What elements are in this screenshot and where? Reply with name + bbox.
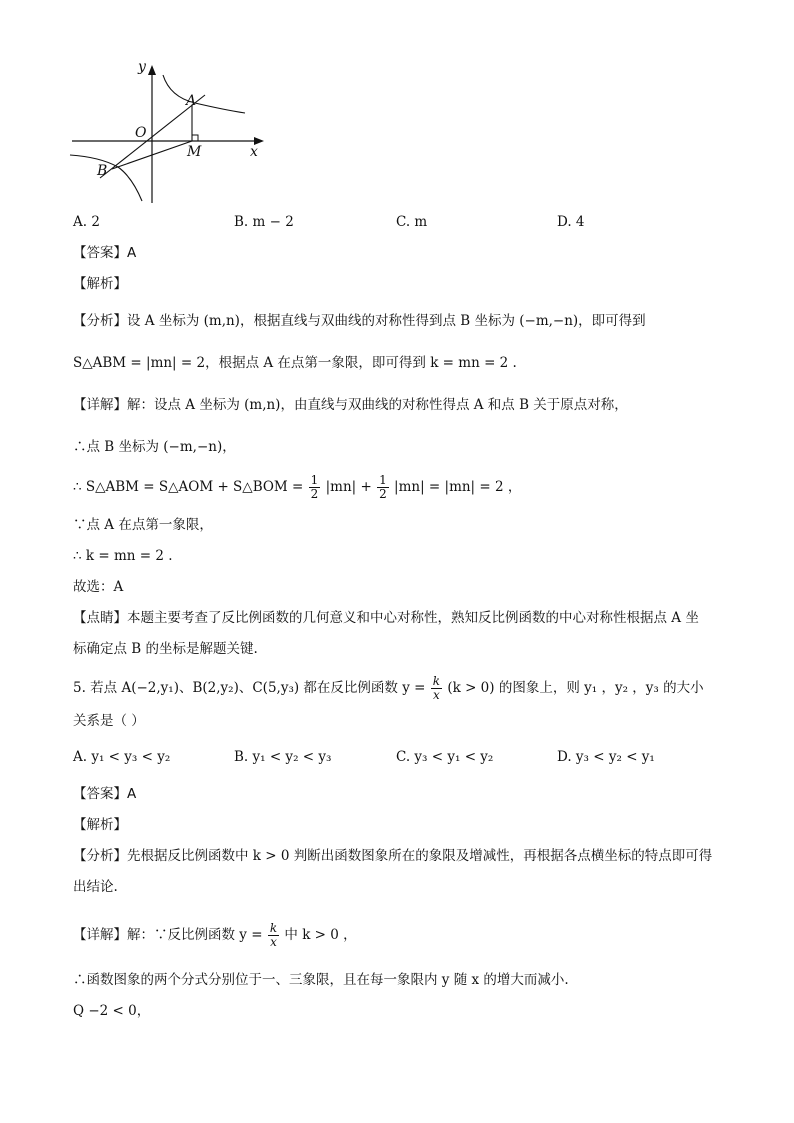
q4-step-2 <box>73 474 521 501</box>
q5-fenxi-line1: 【分析】先根据反比例函数中 k > 0 判断出函数图象所在的象限及增减性，再根据各点横坐标的特点即可得 <box>73 848 713 864</box>
q4-step-4: ∴ k = mn = 2 . <box>73 548 173 564</box>
hyperbola-figure <box>60 55 280 210</box>
q4-guxuan: 故选：A <box>73 579 124 595</box>
q4-option-b: B. m − 2 <box>234 214 294 230</box>
label-m: M <box>187 144 202 160</box>
q4-answer: 【答案】A <box>73 245 137 261</box>
right-angle-mark <box>192 135 198 141</box>
y-axis-arrow <box>148 65 156 75</box>
half-fraction-2: $\frac{1}{2}$ <box>379 473 387 501</box>
q5-answer: 【答案】A <box>73 786 137 802</box>
q5-option-c: C. y₃ < y₁ < y₂ <box>396 749 494 765</box>
label-b: B <box>97 163 108 179</box>
q4-step-2-post: |mn| = |mn| = 2 ， <box>394 479 522 495</box>
q5-jiexi: 【解析】 <box>73 817 127 833</box>
q5-stem <box>73 675 704 702</box>
q5-fenxi-line2: 出结论. <box>73 879 118 895</box>
q4-xiangjie-line1: 【详解】解：设点 A 坐标为 (m,n)，由直线与双曲线的对称性得点 A 和点 B 关于原点对称， <box>73 397 628 413</box>
q4-dianjing-line1: 【点睛】本题主要考查了反比例函数的几何意义和中心对称性，熟知反比例函数的中心对称性根据点 A 坐 <box>73 610 699 626</box>
q5-stem-line2: 关系是（ ） <box>73 713 145 729</box>
label-y: y <box>138 59 146 75</box>
label-o: O <box>135 125 147 141</box>
half-fraction-1: $\frac{1}{2}$ <box>310 473 319 501</box>
q4-option-a: A. 2 <box>73 214 100 230</box>
q4-step-3: ∵点 A 在点第一象限， <box>73 517 213 533</box>
q4-step-2-pre: ∴ S△ABM = S△AOM + S△BOM = <box>73 479 304 495</box>
label-x: x <box>250 144 258 160</box>
q4-option-c: C. m <box>396 214 428 230</box>
q4-dianjing-line2: 标确定点 B 的坐标是解题关键. <box>73 641 258 657</box>
q5-option-a: A. y₁ < y₃ < y₂ <box>73 749 171 765</box>
q5-option-b: B. y₁ < y₂ < y₃ <box>234 749 332 765</box>
k-over-x-fraction: $\frac{k}{x}$ <box>432 674 441 702</box>
q5-step-1: ∴函数图象的两个分式分别位于一、三象限，且在每一象限内 y 随 x 的增大而减小. <box>73 972 569 988</box>
q4-fenxi-line1: 【分析】设 A 坐标为 (m,n)，根据直线与双曲线的对称性得到点 B 坐标为 (−m,−n)，即可得到 <box>73 313 646 329</box>
q4-fenxi-line2: S△ABM = |mn| = 2，根据点 A 在点第一象限，即可得到 k = mn = 2 . <box>73 355 517 371</box>
k-over-x-fraction-2: $\frac{k}{x}$ <box>269 921 278 949</box>
q5-stem-pre: 5. 若点 A(−2,y₁)、B(2,y₂)、C(5,y₃) 都在反比例函数 y = <box>73 680 426 696</box>
q5-step-2: Q −2 < 0， <box>73 1003 151 1019</box>
q4-step-1: ∴点 B 坐标为 (−m,−n)， <box>73 439 236 455</box>
q4-jiexi: 【解析】 <box>73 276 127 292</box>
q5-option-d: D. y₃ < y₂ < y₁ <box>557 749 655 765</box>
q4-option-d: D. 4 <box>557 214 585 230</box>
q5-xiangjie-post: 中 k > 0 ， <box>284 927 357 943</box>
q5-xiangjie <box>73 922 357 949</box>
q4-step-2-mid: |mn| + <box>325 479 372 495</box>
label-a: A <box>186 93 197 109</box>
q5-xiangjie-pre: 【详解】解：∵反比例函数 y = <box>73 927 263 943</box>
hyperbola-branch-first-quadrant <box>163 75 245 113</box>
q5-stem-post: (k > 0) 的图象上，则 y₁ ，y₂ ，y₃ 的大小 <box>447 680 704 696</box>
